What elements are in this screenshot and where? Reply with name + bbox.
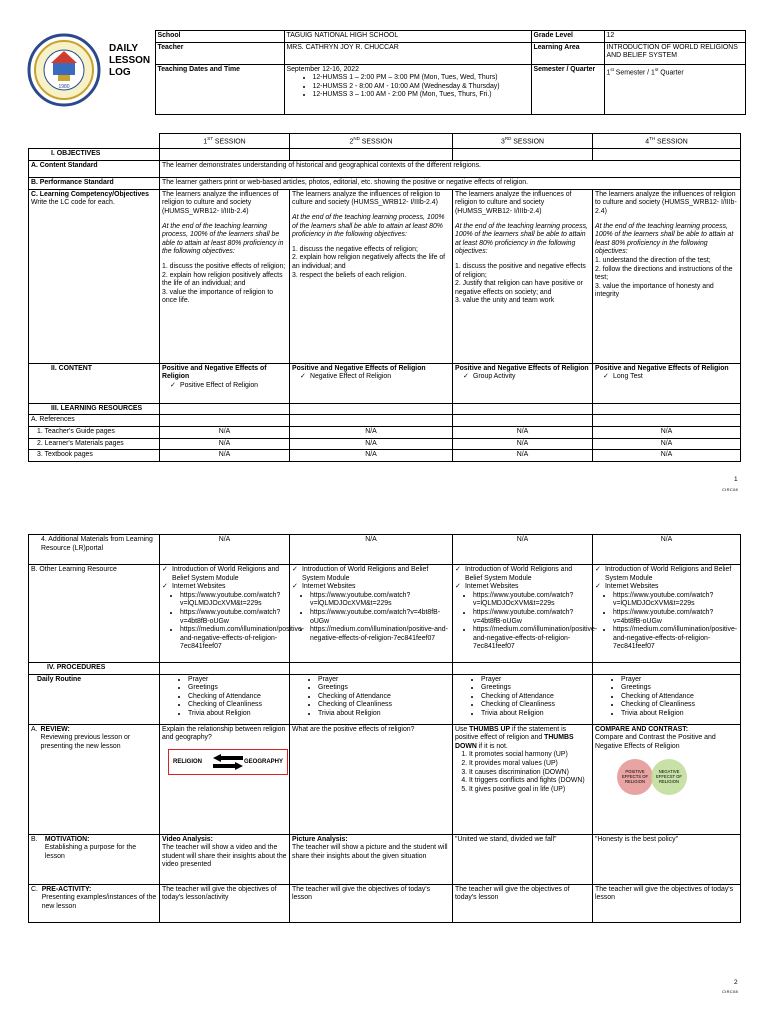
footer-code: CIRC08 — [722, 487, 739, 492]
na-cell: N/A — [160, 427, 290, 439]
venn-positive: POSITIVE EFFECTS OF RELIGION — [617, 759, 653, 795]
grade-label: Grade Level — [531, 31, 604, 43]
dates-value: September 12-16, 2022 — [286, 65, 359, 73]
venn-diagram — [617, 759, 707, 799]
na-cell: N/A — [290, 427, 453, 439]
content-standard-label: A. Content Standard — [29, 160, 160, 177]
venn-negative: NEGATIVE EFFECST OF RELIGION — [651, 759, 687, 795]
motivation-2: Picture Analysis: The teacher will show a picture and the student will share their insights about the given situation — [290, 834, 453, 884]
session-4-header: 4TH SESSION — [593, 134, 741, 149]
title-line-3: LOG — [109, 66, 131, 78]
review-label: REVIEW: — [40, 725, 70, 733]
motivation-sub: Establishing a purpose for the lesson — [44, 844, 137, 860]
objectives-heading: I. OBJECTIVES — [29, 148, 160, 160]
na-cell: N/A — [160, 535, 290, 565]
na-cell: N/A — [593, 535, 741, 565]
teacher-label: Teacher — [155, 42, 284, 64]
na-cell: N/A — [160, 438, 290, 450]
double-arrow-icon — [211, 754, 245, 770]
page-2 — [0, 512, 768, 1024]
other-resources-1: ✓ Introduction of World Religions and Belief System Module ✓ Internet Websites • https://www.youtube.com/watch?v=lQLMDJOcXVM&t=229s • https://www.youtube.com/watch?v=4bt8fB-oUGw • https://medium.com/illumination/positive-and-negative-effects-of-religion-7ec841feef07 — [160, 565, 290, 663]
semester-value: 1st Semester / 1st Quarter — [604, 64, 745, 114]
page-number: 2 — [734, 979, 738, 986]
svg-text:1980: 1980 — [58, 83, 70, 90]
pre-activity-3: The teacher will give the objectives of today's lesson — [453, 884, 593, 922]
routine-3: • Prayer • Greetings • Checking of Attendance • Checking of Cleanliness • Trivia about Religion — [453, 674, 593, 724]
schedule-item: • 12-HUMSS 3 – 1:00 AM - 2:00 PM (Mon, Tues, Thurs, Fri.) — [313, 91, 529, 100]
na-cell: N/A — [290, 535, 453, 565]
schedule-item: • 12-HUMSS 1 – 2:00 PM – 3:00 PM (Mon, Tues, Wed, Thurs) — [313, 74, 529, 83]
na-cell: N/A — [453, 450, 593, 462]
teacher-value: MRS. CATHRYN JOY R. CHUCCAR — [284, 42, 531, 64]
competency-4: The learners analyze the influences of religion to culture and society (HUMSS_WRB12- I/IIIb-2.4) At the end of the teaching learning process, 100% of the learners shall be able to attain at least 80% proficiency in the following objectives: 1. understand the direction of the test; 2. follow the directions and instructions of the test; 3. value the importance of honesty and integrity — [593, 189, 741, 363]
area-value: INTRODUCTION OF WORLD RELIGIONS AND BELIEF SYSTEM — [604, 42, 745, 64]
motivation-label-cell: B. MOTIVATION: Establishing a purpose for the lesson — [29, 834, 160, 884]
content-3: Positive and Negative Effects of Religion ✓ Group Activity — [453, 363, 593, 403]
content-heading: II. CONTENT — [29, 363, 160, 403]
references-label: A. References — [29, 415, 160, 427]
review-label-cell: A. REVIEW: Reviewing previous lesson or presenting the new lesson — [29, 724, 160, 834]
logo-cell — [23, 31, 155, 115]
pre-activity-label: PRE-ACTIVITY: — [41, 885, 92, 893]
content-1: Positive and Negative Effects of Religion ✓ Positive Effect of Religion — [160, 363, 290, 403]
page-1 — [0, 0, 768, 500]
review-3: Use THUMBS UP if the statement is positive effect of religion and THUMBS DOWN if it is not. 1. It promotes social harmony (UP) 2. It provides moral values (UP) 3. It causes discrimination (DOWN) 4. It triggers conflicts and fights (DOWN) 5. It gives positive goal in life (UP) — [453, 724, 593, 834]
learners-materials-label: 2. Learner's Materials pages — [29, 438, 160, 450]
semester-label: Semester / Quarter — [531, 64, 604, 114]
content-2: Positive and Negative Effects of Religion ✓ Negative Effect of Religion — [290, 363, 453, 403]
review-sub: Reviewing previous lesson or presenting the new lesson — [40, 734, 131, 750]
session-3-header: 3RD SESSION — [453, 134, 593, 149]
resources-heading: III. LEARNING RESOURCES — [29, 403, 160, 415]
dates-cell — [284, 64, 531, 114]
review-1: Explain the relationship between religion and geography? RELIGION GEOGRAPHY — [160, 724, 290, 834]
teachers-guide-label: 1. Teacher's Guide pages — [29, 427, 160, 439]
competency-3: The learners analyze the influences of religion to culture and society (HUMSS_WRB12- I/IIIb-2.4) At the end of the teaching learning process, 100% of the learners shall be able to attain at least 80% proficiency in the following objectives: 1. discuss the positive and negative effects of religion; 2. Justify that religion can have positive or negative effects on society; and 3. value the unity and team work — [453, 189, 593, 363]
competency-2: The learners analyze the influences of religion to culture and society (HUMSS_WRB12- I/IIIb-2.4) At the end of the teaching learning process, 100% of the learners shall be able to attain at least 80% proficiency in the following objectives: 1. discuss the negative effects of religion; 2. explain how religion negatively affects the life of an individual; and 3. respect the beliefs of each religion. — [290, 189, 453, 363]
area-label: Learning Area — [531, 42, 604, 64]
school-value: TAGUIG NATIONAL HIGH SCHOOL — [284, 31, 531, 43]
competency-1: The learners analyze the influences of religion to culture and society (HUMSS_WRB12- I/IIIb-2.4) At the end of the teaching learning process, 100% of the learners shall be able to attain at least 80% proficiency in the following objectives: 1. discuss the positive effects of religion; 2. explain how religion positively affects the life of an individual; and 3. value the importance of religion to once life. — [160, 189, 290, 363]
pre-activity-2: The teacher will give the objectives of today's lesson — [290, 884, 453, 922]
schedule-list — [287, 74, 529, 100]
na-cell: N/A — [593, 450, 741, 462]
pre-activity-1: The teacher will give the objectives of today's lesson/activity — [160, 884, 290, 922]
competency-sub: Write the LC code for each. — [31, 199, 115, 207]
main-table-page-1 — [28, 133, 741, 462]
na-cell: N/A — [593, 438, 741, 450]
school-label: School — [155, 31, 284, 43]
na-cell: N/A — [453, 438, 593, 450]
review-2: What are the positive effects of religion? — [290, 724, 453, 834]
additional-materials-label: 4. Additional Materials from Learning Resource (LR)portal — [29, 535, 160, 565]
motivation-3: "United we stand, divided we fall" — [453, 834, 593, 884]
routine-4: • Prayer • Greetings • Checking of Attendance • Checking of Cleanliness • Trivia about Religion — [593, 674, 741, 724]
performance-standard: The learner gathers print or web-based articles, photos, editorial, etc. showing the positive or negative effects of religion. — [160, 177, 741, 189]
motivation-4: "Honesty is the best policy" — [593, 834, 741, 884]
content-standard: The learner demonstrates understanding of historical and geographical contexts of the different religions. — [160, 160, 741, 177]
dates-label: Teaching Dates and Time — [155, 64, 284, 114]
na-cell: N/A — [453, 535, 593, 565]
na-cell: N/A — [290, 438, 453, 450]
motivation-1: Video Analysis: The teacher will show a video and the student will share their insights about the video presented — [160, 834, 290, 884]
session-2-header: 2ND SESSION — [290, 134, 453, 149]
footer-code: CIRC08 — [722, 989, 739, 994]
pre-activity-sub: Presenting examples/instances of the new lesson — [41, 894, 157, 910]
pre-activity-4: The teacher will give the objectives of today's lesson — [593, 884, 741, 922]
textbook-label: 3. Textbook pages — [29, 450, 160, 462]
other-resources-2: ✓ Introduction of World Religions and Belief System Module ✓ Internet Websites • https://www.youtube.com/watch?v=lQLMDJOcXVM&t=229s • https://www.youtube.com/watch?v=4bt8fB-oUGw • https://medium.com/illumination/positive-and-negative-effects-of-religion-7ec841feef07 — [290, 565, 453, 663]
religion-geography-diagram: RELIGION GEOGRAPHY — [168, 749, 288, 775]
page-number: 1 — [734, 476, 738, 483]
main-table-page-2 — [28, 534, 741, 923]
session-1-header: 1ST SESSION — [160, 134, 290, 149]
review-4: COMPARE AND CONTRAST: Compare and Contrast the Positive and Negative Effects of Religion POSITIVE EFFECTS OF RELIGION NEGATIVE EFFECST OF RELIGION — [593, 724, 741, 834]
daily-routine-label: Daily Routine — [29, 674, 160, 724]
na-cell: N/A — [160, 450, 290, 462]
na-cell: N/A — [593, 427, 741, 439]
school-logo-icon — [27, 33, 101, 107]
other-resources-4: ✓ Introduction of World Religions and Belief System Module ✓ Internet Websites • https://www.youtube.com/watch?v=lQLMDJOcXVM&t=229s • https://www.youtube.com/watch?v=4bt8fB-oUGw • https://medium.com/illumination/positive-and-negative-effects-of-religion-7ec841feef07 — [593, 565, 741, 663]
content-4: Positive and Negative Effects of Religion ✓ Long Test — [593, 363, 741, 403]
na-cell: N/A — [453, 427, 593, 439]
header-table — [23, 30, 746, 115]
competency-label: C. Learning Competency/Objectives — [31, 190, 149, 198]
routine-2: • Prayer • Greetings • Checking of Attendance • Checking of Cleanliness • Trivia about Religion — [290, 674, 453, 724]
procedures-heading: IV. PROCEDURES — [29, 663, 160, 675]
pre-activity-label-cell: C. PRE-ACTIVITY: Presenting examples/instances of the new lesson — [29, 884, 160, 922]
title-line-2: LESSON — [109, 54, 151, 66]
other-resources-label: B. Other Learning Resource — [29, 565, 160, 663]
schedule-item: • 12-HUMSS 2 - 8:00 AM - 10:00 AM (Wednesday & Thursday) — [313, 83, 529, 92]
title-line-1: DAILY — [109, 42, 139, 54]
competency-label-cell — [29, 189, 160, 363]
routine-1: • Prayer • Greetings • Checking of Attendance • Checking of Cleanliness • Trivia about Religion — [160, 674, 290, 724]
performance-standard-label: B. Performance Standard — [29, 177, 160, 189]
other-resources-3: ✓ Introduction of World Religions and Belief System Module ✓ Internet Websites • https://www.youtube.com/watch?v=lQLMDJOcXVM&t=229s • https://www.youtube.com/watch?v=4bt8fB-oUGw • https://medium.com/illumination/positive-and-negative-effects-of-religion-7ec841feef07 — [453, 565, 593, 663]
grade-value: 12 — [604, 31, 745, 43]
motivation-label: MOTIVATION: — [44, 835, 90, 843]
na-cell: N/A — [290, 450, 453, 462]
